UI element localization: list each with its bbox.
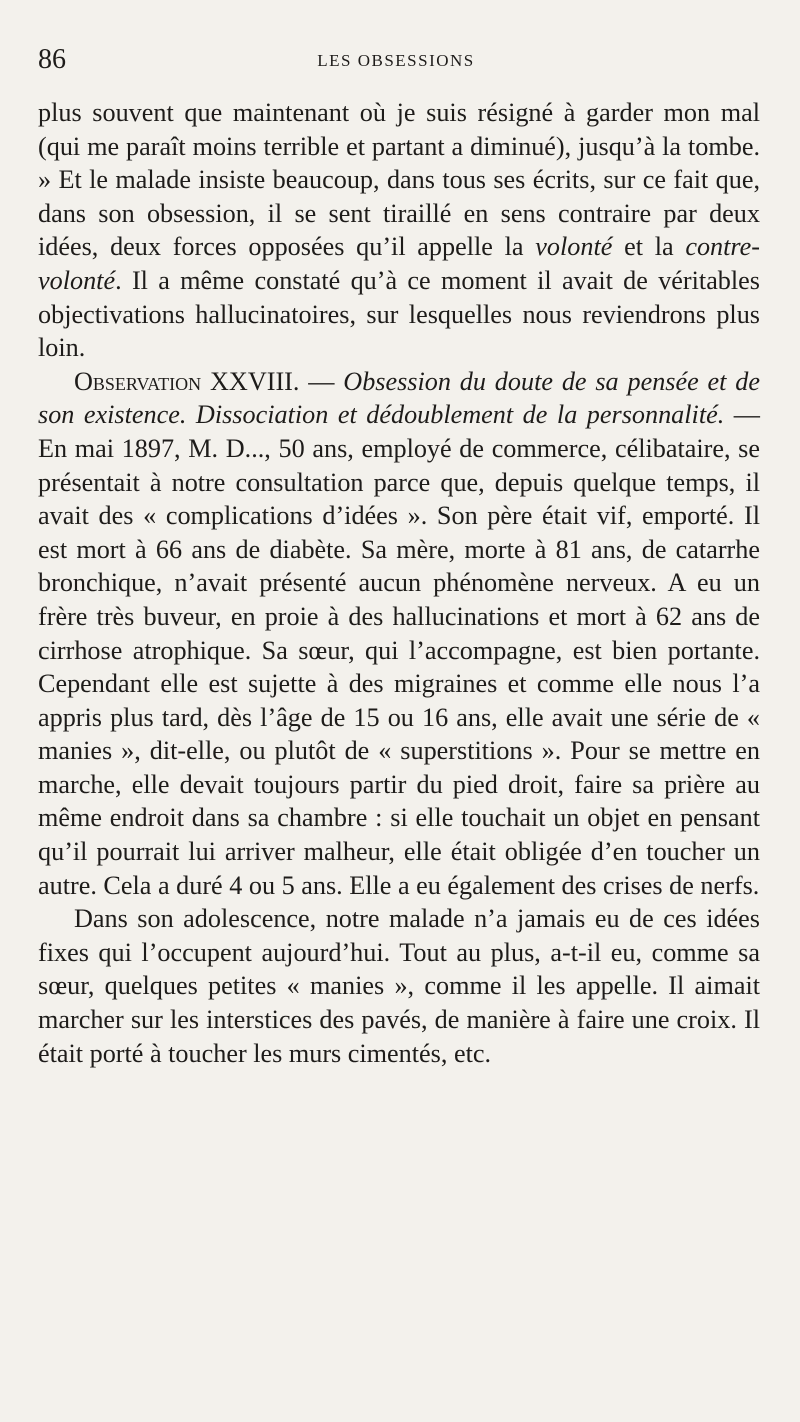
paragraph-text: et la bbox=[612, 232, 686, 262]
observation-paragraph bbox=[38, 365, 760, 903]
running-title: LES OBSESSIONS bbox=[317, 51, 475, 70]
observation-text: — En mai 1897, M. D..., 50 ans, employé de commerce, célibataire, se présentait à notre consultation parce que, depuis quelque temps, il avait des « complications d’idées ». Son père était vif, emporté. Il est mort à 66 ans de diabète. Sa mère, morte à 81 ans, de catarrhe bronchique, n’avait présenté aucun phénomène nerveux. A eu un frère très buveur, en proie à des hallucinations et mort à 62 ans de cirrhose atrophique. Sa sœur, qui l’accompagne, est bien portante. Cependant elle est sujette à des migraines et comme elle nous l’a appris plus tard, dès l’âge de 15 ou 16 ans, elle avait une série de « manies », dit-elle, ou plutôt de « superstitions ». Pour se mettre en marche, elle devait toujours partir du pied droit, faire sa prière au même endroit dans sa chambre : si elle touchait un objet en pensant qu’il pourrait lui arriver malheur, elle était obligée d’en toucher un autre. Cela a duré 4 ou 5 ans. Elle a eu également des crises de nerfs. bbox=[38, 400, 760, 900]
page-number: 86 bbox=[38, 44, 66, 75]
observation-title: Obsession du doute de sa pensée et de son existence. Dissociation et dédoublement de la personnalité. bbox=[38, 366, 760, 430]
page-header bbox=[38, 42, 754, 82]
italic-term-volonte: volonté bbox=[535, 232, 613, 262]
observation-number: XXVIII. — bbox=[201, 366, 344, 396]
page-body bbox=[38, 96, 760, 1070]
paragraph-adolescence: Dans son adolescence, notre malade n’a jamais eu de ces idées fixes qui l’occupent aujourd’hui. Tout au plus, a-t-il eu, comme sa sœur, quelques petites « manies », comme il les appelle. Il aimait marcher sur les interstices des pavés, de manière à faire une croix. Il était porté à toucher les murs cimentés, etc. bbox=[38, 904, 760, 1068]
paragraph-text: plus souvent que maintenant où je suis résigné à garder mon mal (qui me paraît moins terrible et partant a diminué), jusqu’à la tombe. » Et le malade insiste beaucoup, dans tous ses écrits, sur ce fait que, dans son obsession, il se sent tiraillé en sens contraire par deux idées, deux forces opposées qu’il appelle la bbox=[38, 98, 760, 262]
paragraph-text: . Il a même constaté qu’à ce moment il avait de véritables objectivations hallucinatoires, sur lesquelles nous reviendrons plus loin. bbox=[38, 265, 760, 363]
observation-label: Observation bbox=[74, 366, 202, 396]
italic-term-contre-volonte: contre-volonté bbox=[38, 232, 760, 295]
paragraph-continued bbox=[38, 96, 760, 365]
